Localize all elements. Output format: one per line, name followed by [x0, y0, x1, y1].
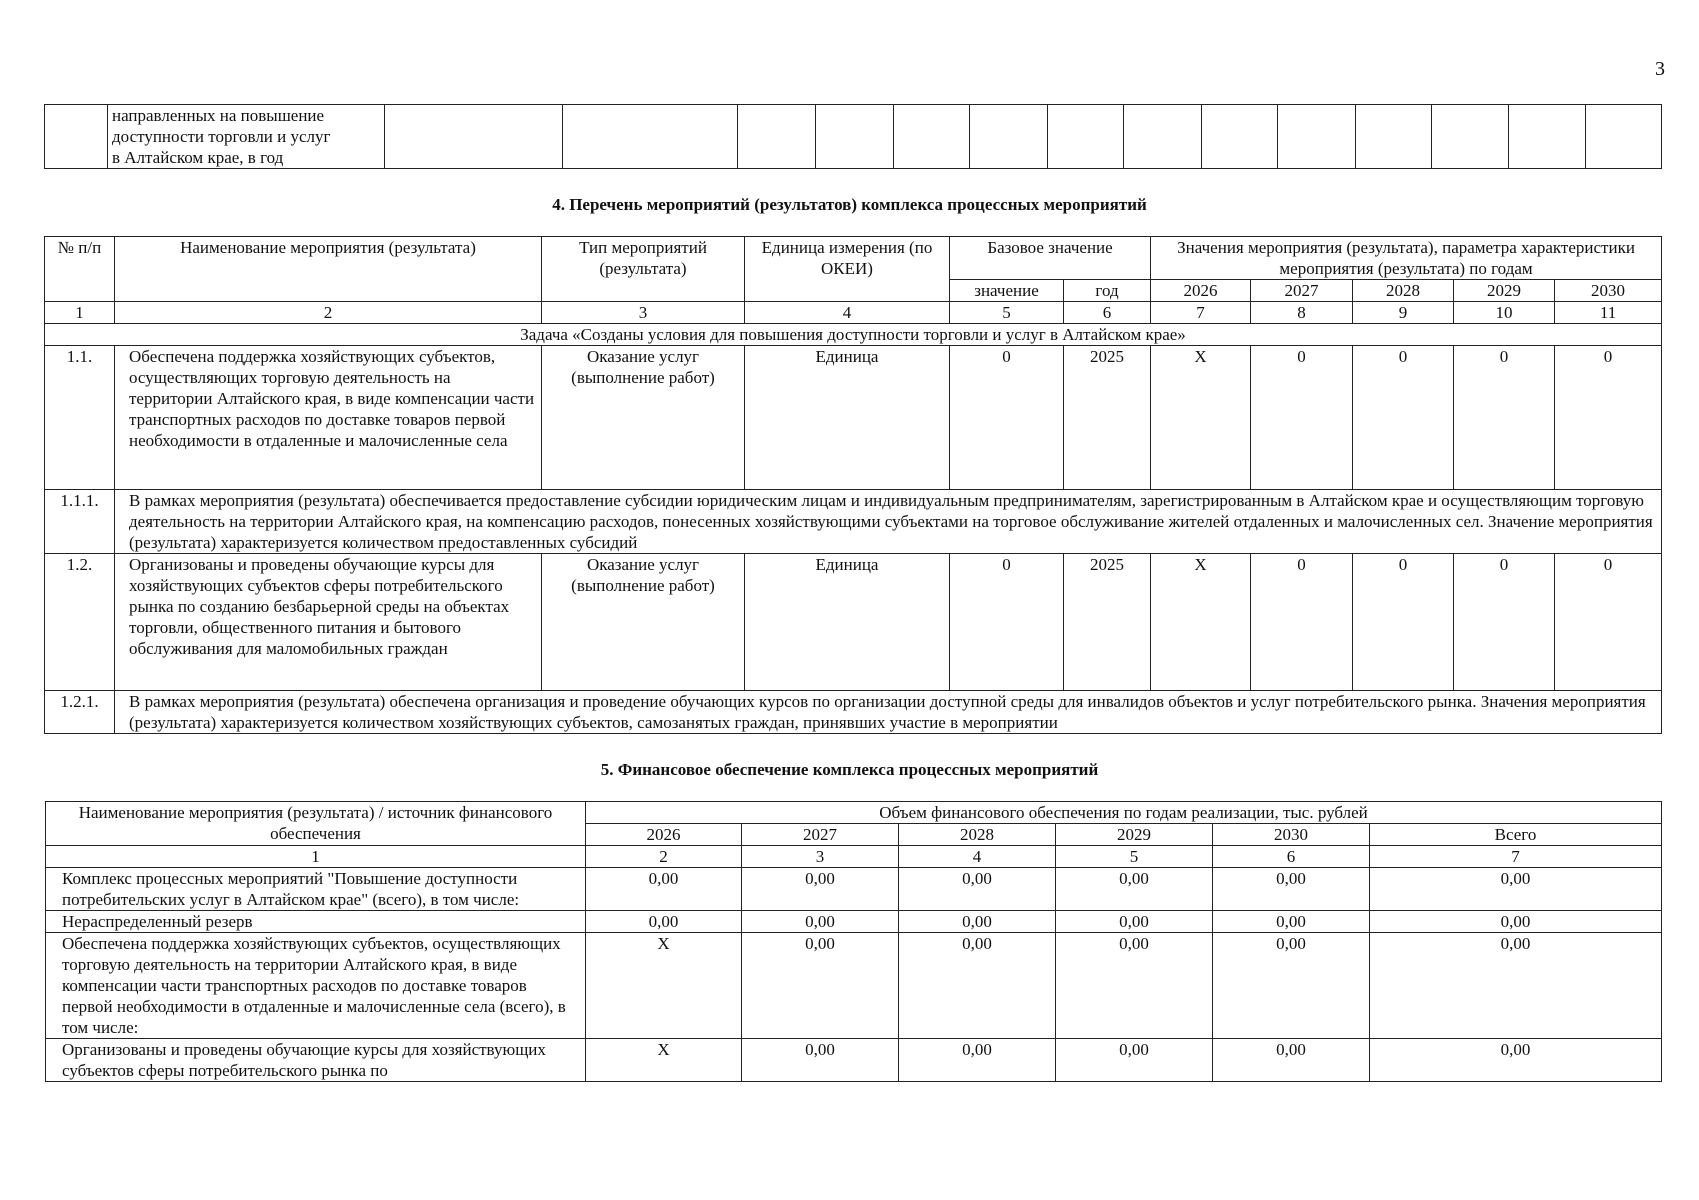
fin-col-number: 5	[1056, 846, 1213, 868]
fin-value: 0,00	[1213, 911, 1370, 933]
measure-type: Оказание услуг (выполнение работ)	[542, 554, 745, 691]
year-value: 0	[1454, 554, 1555, 691]
year-value: X	[1151, 346, 1251, 490]
fin-row-name: Нераспределенный резерв	[46, 911, 586, 933]
header-year: 2028	[1353, 280, 1454, 302]
col-number: 11	[1555, 302, 1662, 324]
fin-header-year: 2028	[899, 824, 1056, 846]
fin-header-volume: Объем финансового обеспечения по годам реализации, тыс. рублей	[586, 802, 1662, 824]
measure-type: Оказание услуг (выполнение работ)	[542, 346, 745, 490]
empty-cell	[45, 105, 108, 169]
row-num: 1.1.1.	[45, 490, 115, 554]
measure-note: В рамках мероприятия (результата) обеспечена организация и проведение обучающих курсов по организации доступной среды для инвалидов объектов и услуг потребительского рынка. Значения мероприятия (результата) характеризуется количеством хозяйствующих субъектов, самозанятых граждан, принявших участие в мероприятии	[115, 691, 1662, 734]
fin-header-year: 2026	[586, 824, 742, 846]
year-value: 0	[1251, 554, 1353, 691]
fin-value: 0,00	[899, 911, 1056, 933]
page-number: 3	[1655, 58, 1665, 80]
col-number: 10	[1454, 302, 1555, 324]
empty-cell	[563, 105, 738, 169]
fin-row-name: Комплекс процессных мероприятий "Повышение доступности потребительских услуг в Алтайском крае" (всего), в том числе:	[46, 868, 586, 911]
year-value: 0	[1454, 346, 1555, 490]
measure-note: В рамках мероприятия (результата) обеспечивается предоставление субсидии юридическим лицам и индивидуальным предпринимателям, зарегистрированным в Алтайском крае и осуществляющим торговую деятельность на территории Алтайского края, на компенсацию расходов, понесенных хозяйствующими субъектами на торговое обслуживание жителей отдаленных и малочисленных сел. Значение мероприятия (результата) характеризуется количеством предоставленных субсидий	[115, 490, 1662, 554]
row-num: 1.1.	[45, 346, 115, 490]
empty-cell	[1048, 105, 1124, 169]
section5-title: 5. Финансовое обеспечение комплекса процессных мероприятий	[600, 760, 1099, 779]
fin-header-year: 2029	[1056, 824, 1213, 846]
fin-header-year: 2030	[1213, 824, 1370, 846]
fin-header-year: 2027	[742, 824, 899, 846]
fragment-line: в Алтайском крае, в год	[112, 148, 284, 167]
col-number: 2	[115, 302, 542, 324]
empty-cell	[1278, 105, 1356, 169]
header-unit: Единица измерения (по ОКЕИ)	[745, 237, 950, 302]
fin-value: 0,00	[1213, 1039, 1370, 1082]
year-value: X	[1151, 554, 1251, 691]
fin-value: 0,00	[742, 911, 899, 933]
fin-value: 0,00	[1370, 933, 1662, 1039]
fin-value: 0,00	[1213, 933, 1370, 1039]
fin-value: 0,00	[1213, 868, 1370, 911]
fin-value: 0,00	[899, 1039, 1056, 1082]
empty-cell	[738, 105, 816, 169]
fin-value: 0,00	[899, 933, 1056, 1039]
header-type: Тип мероприятий (результата)	[542, 237, 745, 302]
col-number: 5	[950, 302, 1064, 324]
col-number: 9	[1353, 302, 1454, 324]
header-year: 2030	[1555, 280, 1662, 302]
empty-cell	[970, 105, 1048, 169]
header-num: № п/п	[45, 237, 115, 302]
fin-value: 0,00	[586, 911, 742, 933]
header-year: 2027	[1251, 280, 1353, 302]
fragment-text	[108, 105, 385, 169]
col-number: 3	[542, 302, 745, 324]
fin-value: 0,00	[742, 1039, 899, 1082]
header-base: Базовое значение	[950, 237, 1151, 280]
fin-row-name: Организованы и проведены обучающие курсы для хозяйствующих субъектов сферы потребительского рынка по	[46, 1039, 586, 1082]
measure-unit: Единица	[745, 346, 950, 490]
empty-cell	[894, 105, 970, 169]
finance-table	[45, 801, 1662, 1082]
col-number: 7	[1151, 302, 1251, 324]
fin-value: 0,00	[1056, 911, 1213, 933]
fin-col-number: 1	[46, 846, 586, 868]
year-value: 0	[1555, 554, 1662, 691]
fin-value: 0,00	[1056, 933, 1213, 1039]
fin-value: 0,00	[1370, 911, 1662, 933]
col-number: 4	[745, 302, 950, 324]
empty-cell	[1202, 105, 1278, 169]
year-value: 0	[1251, 346, 1353, 490]
empty-cell	[1432, 105, 1509, 169]
col-number: 6	[1064, 302, 1151, 324]
empty-cell	[1509, 105, 1586, 169]
fin-value: 0,00	[1056, 1039, 1213, 1082]
fin-value: 0,00	[1370, 868, 1662, 911]
fin-row-name: Обеспечена поддержка хозяйствующих субъектов, осуществляющих торговую деятельность на территории Алтайского края, в виде компенсации части транспортных расходов по доставке товаров первой необходимости в отдаленные и малочисленные села (всего), в том числе:	[46, 933, 586, 1039]
base-value: 0	[950, 554, 1064, 691]
fin-col-number: 3	[742, 846, 899, 868]
empty-cell	[385, 105, 563, 169]
fin-value: 0,00	[1370, 1039, 1662, 1082]
fin-value: X	[586, 1039, 742, 1082]
header-year: 2029	[1454, 280, 1555, 302]
empty-cell	[816, 105, 894, 169]
col-number: 8	[1251, 302, 1353, 324]
header-name: Наименование мероприятия (результата)	[115, 237, 542, 302]
measure-name: Обеспечена поддержка хозяйствующих субъектов, осуществляющих торговую деятельность на территории Алтайского края, в виде компенсации части транспортных расходов по доставке товаров первой необходимости в отдаленные и малочисленные села	[115, 346, 542, 490]
fragment-line: доступности торговли и услуг	[112, 127, 331, 146]
fin-value: 0,00	[899, 868, 1056, 911]
empty-cell	[1586, 105, 1662, 169]
fin-value: 0,00	[742, 868, 899, 911]
row-num: 1.2.	[45, 554, 115, 691]
continuation-table	[44, 104, 1662, 169]
empty-cell	[1124, 105, 1202, 169]
fin-value: 0,00	[742, 933, 899, 1039]
fin-col-number: 6	[1213, 846, 1370, 868]
header-base-year: год	[1064, 280, 1151, 302]
header-base-value: значение	[950, 280, 1064, 302]
year-value: 0	[1353, 346, 1454, 490]
year-value: 0	[1353, 554, 1454, 691]
measure-unit: Единица	[745, 554, 950, 691]
fin-value: 0,00	[1056, 868, 1213, 911]
fin-col-number: 2	[586, 846, 742, 868]
base-year: 2025	[1064, 554, 1151, 691]
fin-value: 0,00	[586, 868, 742, 911]
header-values: Значения мероприятия (результата), параметра характеристики мероприятия (результата) по годам	[1151, 237, 1662, 280]
fin-header-name: Наименование мероприятия (результата) / источник финансового обеспечения	[46, 802, 586, 846]
year-value: 0	[1555, 346, 1662, 490]
col-number: 1	[45, 302, 115, 324]
fin-col-number: 4	[899, 846, 1056, 868]
header-year: 2026	[1151, 280, 1251, 302]
base-value: 0	[950, 346, 1064, 490]
fin-value: X	[586, 933, 742, 1039]
measures-table	[44, 236, 1662, 734]
fin-header-total: Всего	[1370, 824, 1662, 846]
measure-name: Организованы и проведены обучающие курсы для хозяйствующих субъектов сферы потребительского рынка по созданию безбарьерной среды на объектах торговли, общественного питания и бытового обслуживания для маломобильных граждан	[115, 554, 542, 691]
section4-title: 4. Перечень мероприятий (результатов) комплекса процессных мероприятий	[552, 195, 1147, 214]
fin-col-number: 7	[1370, 846, 1662, 868]
task-row: Задача «Созданы условия для повышения доступности торговли и услуг в Алтайском крае»	[45, 324, 1662, 346]
empty-cell	[1356, 105, 1432, 169]
fragment-line: направленных на повышение	[112, 106, 325, 125]
row-num: 1.2.1.	[45, 691, 115, 734]
base-year: 2025	[1064, 346, 1151, 490]
